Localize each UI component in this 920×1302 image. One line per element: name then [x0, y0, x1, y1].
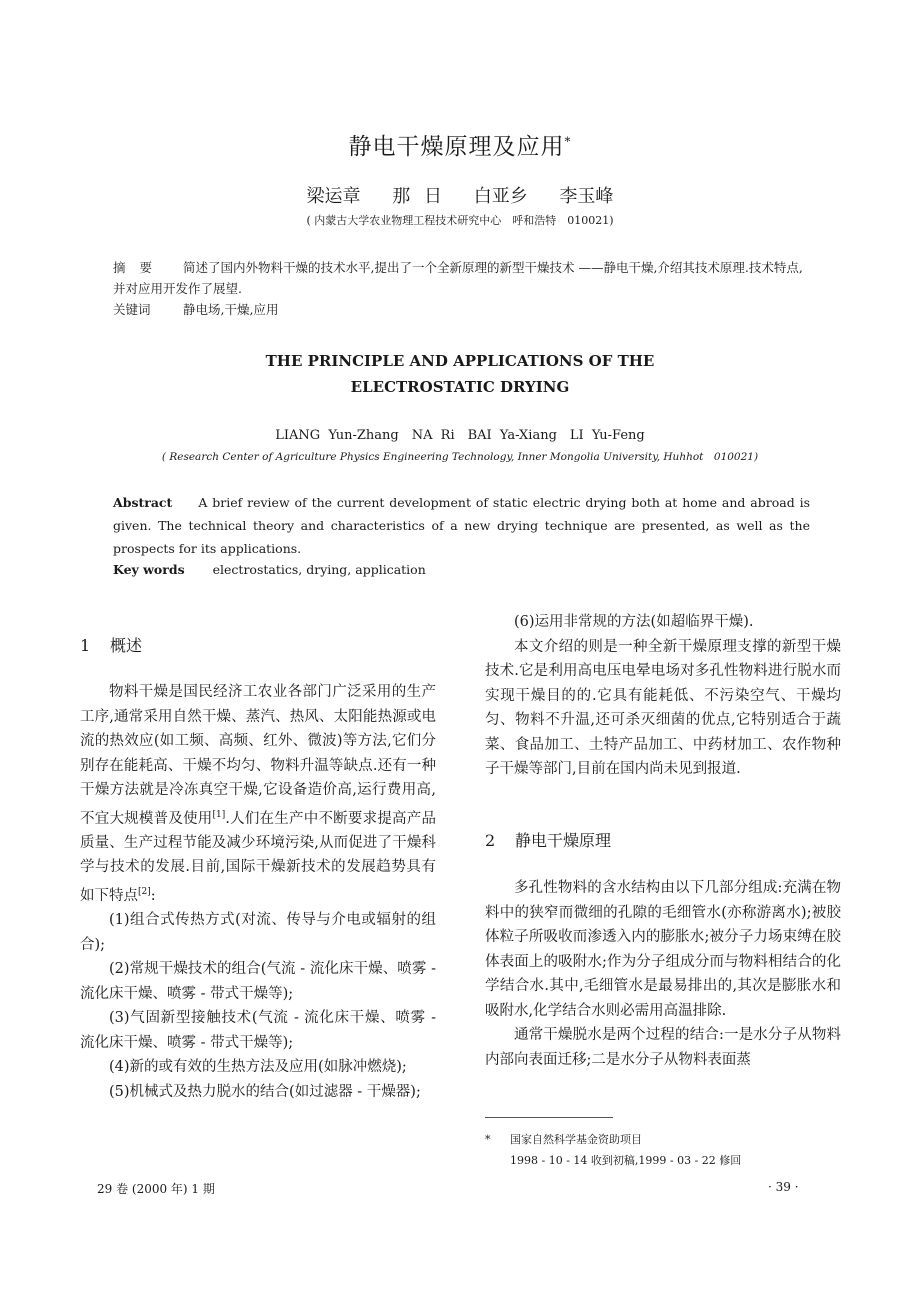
footnote-line: 国家自然科学基金资助项目 [510, 1133, 642, 1146]
english-authors: LIANG Yun-Zhang NA Ri BAI Ya-Xiang LI Yu-Feng [275, 428, 645, 443]
abstract-text: 简述了国内外物料干燥的技术水平,提出了一个全新原理的新型干燥技术 ——静电干燥,介绍其技术原理.技术特点,并对应用开发作了展望. [113, 260, 803, 296]
abstract-label: 摘要 [113, 260, 167, 275]
paper-title [0, 128, 920, 161]
abstract-en-text: A brief review of the current development of static electric drying both at home and abroad is given. The technical theory and characteristics of a new drying technique are presented, as well as the prospects for its applications. [113, 495, 810, 556]
abstract-en-label: Abstract [113, 495, 173, 510]
keywords-label: 关键词 [113, 302, 151, 317]
title-footnote-mark: * [564, 134, 572, 149]
paragraph [80, 680, 436, 908]
footnote-mark: * [485, 1133, 491, 1146]
keywords-chinese [113, 300, 278, 318]
citation: [1] [212, 809, 226, 820]
section-number: 1 [80, 636, 91, 655]
footnote-divider [485, 1117, 613, 1118]
text-run: .人们在生产中不断要求提高产品质量、生产过程节能及减少环境污染,从而促进了干燥科学与技术的发展.目前,国际干燥新技术的发展趋势具有如下特点 [80, 810, 437, 904]
author-list: 梁运章 那 日 白亚乡 李玉峰 [306, 186, 614, 207]
journal-issue: 29 卷 (2000 年) 1 期 [97, 1182, 215, 1196]
list-item: (5)机械式及热力脱水的结合(如过滤器 - 干燥器); [109, 1083, 421, 1100]
paragraph: 通常干燥脱水是两个过程的结合:一是水分子从物料内部向表面迁移;二是水分子从物料表面蒸 [485, 1027, 841, 1068]
list-item: (4)新的或有效的生热方法及应用(如脉冲燃烧); [109, 1059, 407, 1076]
keywords-english [113, 562, 426, 577]
citation: [2] [138, 886, 151, 897]
abstract-chinese [113, 257, 813, 299]
abstract-english [113, 491, 810, 560]
paragraph: 本文介绍的则是一种全新干燥原理支撑的新型干燥技术.它是利用高电压电晕电场对多孔性物料进行脱水而实现干燥目的的.它具有能耗低、不污染空气、干燥均匀、物料不升温,还可杀灭细菌的优点,它特别适合于蔬菜、食品加工、土特产品加工、中药材加工、农作物种子干燥等部门,目前在国内尚未见到报道. [485, 638, 841, 777]
title-text: 静电干燥原理及应用 [348, 134, 565, 160]
affiliation: ( 内蒙古大学农业物理工程技术研究中心 呼和浩特 010021) [306, 214, 614, 227]
keywords-en-label: Key words [113, 562, 185, 577]
text-run: 物料干燥是国民经济工农业各部门广泛采用的生产工序,通常采用自然干燥、蒸汽、热风、太阳能热源或电流的热效应(如工频、高频、红外、微波)等方法,它们分别存在能耗高、干燥不均匀、物料升温等缺点.还有一种干燥方法就是冷冻真空干燥,它设备造价高,运行费用高,不宜大规模普及使用 [80, 684, 436, 827]
section-title: 概述 [110, 636, 143, 655]
section-1-heading [80, 633, 142, 656]
footnote [485, 1129, 741, 1171]
section-2-heading [485, 828, 611, 851]
english-title-line1: THE PRINCIPLE AND APPLICATIONS OF THE [265, 352, 655, 370]
list-item: (1)组合式传热方式(对流、传导与介电或辐射的组合); [80, 912, 436, 953]
paragraph: 多孔性物料的含水结构由以下几部分组成:充满在物料中的狭窄而微细的孔隙的毛细管水(亦称游离水);被胶体粒子所吸收而渗透入内的膨胀水;被分子力场束缚在胶体表面上的吸附水;作为分子组成分而与物料相结合的化学结合水.其中,毛细管水是最易排出的,其次是膨胀水和吸附水,化学结合水则必需用高温排除. [485, 880, 841, 1019]
right-column-top [485, 610, 841, 782]
english-title-line2: ELECTROSTATIC DRYING [350, 378, 570, 396]
footnote-line: 1998 - 10 - 14 收到初稿,1999 - 03 - 22 修回 [510, 1154, 742, 1167]
left-column [80, 680, 436, 1104]
english-title [0, 348, 920, 400]
keywords-en-text: electrostatics, drying, application [212, 562, 426, 577]
list-item: (3)气固新型接触技术(气流 - 流化床干燥、喷雾 - 流化床干燥、喷雾 - 带式干燥等); [80, 1010, 436, 1051]
section-title: 静电干燥原理 [515, 831, 612, 850]
list-item: (6)运用非常规的方法(如超临界干燥). [514, 614, 754, 630]
text-run: : [150, 887, 156, 904]
page-number: · 39 · [768, 1180, 799, 1194]
english-affiliation: ( Research Center of Agriculture Physics Engineering Technology, Inner Mongolia University, Huhhot 010021) [161, 451, 759, 463]
section-number: 2 [485, 831, 496, 850]
right-column-bottom [485, 876, 841, 1072]
list-item: (2)常规干燥技术的组合(气流 - 流化床干燥、喷雾 - 流化床干燥、喷雾 - 带式干燥等); [80, 961, 436, 1002]
keywords-text: 静电场,干燥,应用 [183, 302, 279, 317]
